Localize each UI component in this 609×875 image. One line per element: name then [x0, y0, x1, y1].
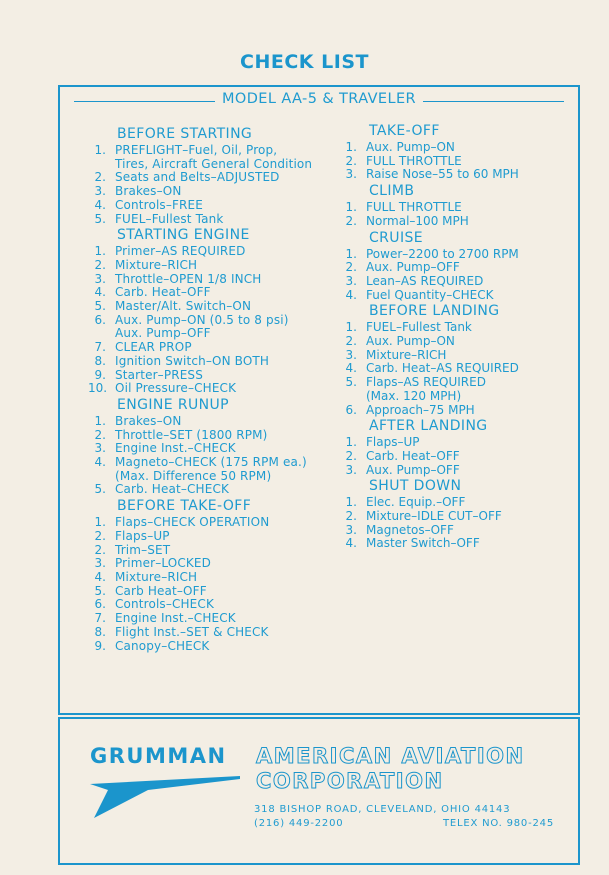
checklist-item: [88, 213, 348, 227]
item-number: 3.: [94, 441, 106, 456]
checklist-item: [88, 442, 348, 456]
item-number: 3.: [345, 522, 357, 537]
item-number: 1.: [345, 320, 357, 335]
item-text: Approach–75 MPH: [366, 402, 475, 417]
item-text: Magneto–CHECK (175 RPM ea.) (Max. Difference 50 RPM): [115, 455, 307, 483]
company-name-grumman: GRUMMAN: [90, 744, 227, 768]
item-text: Elec. Equip.–OFF: [366, 495, 466, 510]
item-number: 7.: [94, 611, 106, 626]
item-number: 1.: [345, 435, 357, 450]
checklist-item: [345, 524, 575, 538]
checklist-item: [345, 496, 575, 510]
item-number: 1.: [94, 143, 106, 157]
item-text: Lean–AS REQUIRED: [366, 273, 484, 288]
item-text: Mixture–RICH: [366, 347, 447, 362]
item-text: Trim–SET: [115, 542, 171, 557]
checklist-item: [88, 314, 348, 341]
model-title: [60, 91, 578, 107]
checklist-item: [345, 201, 575, 215]
item-text: FUEL–Fullest Tank: [366, 320, 472, 335]
item-number: 5.: [94, 482, 106, 497]
checklist-item: [88, 369, 348, 383]
checklist-item: [88, 557, 348, 571]
item-number: 2.: [345, 509, 357, 524]
item-text: Aux. Pump–ON (0.5 to 8 psi) Aux. Pump–OFF: [115, 312, 289, 341]
item-text: Brakes–ON: [115, 184, 182, 199]
checklist-item: [88, 355, 348, 369]
item-number: 8.: [94, 624, 106, 639]
item-text: Carb Heat–OFF: [115, 583, 207, 598]
item-text: Carb. Heat–OFF: [115, 285, 211, 300]
checklist-item: [345, 248, 575, 262]
item-text: Engine Inst.–CHECK: [115, 611, 236, 626]
item-text: Engine Inst.–CHECK: [115, 441, 236, 456]
checklist-item: [345, 537, 575, 551]
checklist-item: [88, 456, 348, 483]
checklist-item: [88, 185, 348, 199]
item-number: 1.: [345, 495, 357, 510]
address-line: 318 BISHOP ROAD, CLEVELAND, OHIO 44143: [254, 804, 511, 815]
company-name-corporation: CORPORATION: [256, 769, 444, 793]
checklist-item: [345, 510, 575, 524]
item-text: Primer–AS REQUIRED: [115, 244, 246, 259]
item-number: 4.: [94, 455, 106, 470]
section-title: TAKE-OFF: [369, 123, 440, 139]
item-number: 5.: [345, 375, 357, 390]
checklist-item: [88, 544, 348, 558]
item-text: Flaps–UP: [366, 435, 420, 450]
checklist-item: [88, 144, 348, 171]
item-number: 2.: [345, 334, 357, 349]
item-number: 3.: [94, 556, 106, 571]
item-number: 2.: [345, 153, 357, 168]
checklist-item: [88, 429, 348, 443]
checklist-item: [88, 483, 348, 497]
item-number: 1.: [94, 413, 106, 428]
telex-number: TELEX NO. 980-245: [442, 818, 554, 829]
checklist-item: [88, 626, 348, 640]
item-number: 2.: [345, 213, 357, 228]
section-title: BEFORE STARTING: [117, 126, 253, 142]
contact-row: [254, 817, 554, 831]
checklist-item: [88, 612, 348, 626]
wing-logo-icon: [90, 776, 240, 820]
checklist-item: [345, 141, 575, 155]
section-title: CRUISE: [369, 229, 424, 246]
item-text: CLEAR PROP: [115, 340, 192, 355]
page-title: CHECK LIST: [240, 51, 369, 73]
checklist-item: [88, 415, 348, 429]
item-number: 9.: [94, 367, 106, 382]
checklist-item: [88, 171, 348, 185]
checklist-item: [88, 598, 348, 612]
item-number: 1.: [94, 515, 106, 530]
item-number: 1.: [345, 200, 357, 215]
left-column: [88, 125, 348, 653]
item-text: Power–2200 to 2700 RPM: [366, 246, 519, 261]
item-number: 7.: [94, 340, 106, 355]
item-text: Seats and Belts–ADJUSTED: [115, 170, 280, 185]
item-text: Aux. Pump–ON: [366, 140, 455, 154]
item-text: Oil Pressure–CHECK: [115, 381, 237, 396]
item-number: 4.: [345, 536, 357, 551]
checklist-item: [88, 530, 348, 544]
section-title: SHUT DOWN: [369, 478, 462, 495]
checklist-item: [88, 516, 348, 530]
checklist-item: [345, 289, 575, 303]
section-title: CLIMB: [369, 183, 415, 200]
company-address-block: [254, 803, 554, 831]
checklist-item: [88, 273, 348, 287]
checklist-item: [345, 275, 575, 289]
item-text: Mixture–RICH: [115, 569, 198, 584]
company-box: [58, 717, 580, 865]
checklist-item: [88, 300, 348, 314]
checklist-item: [345, 215, 575, 229]
item-number: 4.: [94, 569, 106, 584]
item-text: FULL THROTTLE: [366, 200, 462, 215]
item-text: FUEL–Fullest Tank: [115, 211, 224, 226]
right-column: [345, 122, 575, 551]
item-number: 1.: [345, 246, 357, 261]
section-title: BEFORE TAKE-OFF: [117, 498, 252, 515]
item-text: Fuel Quantity–CHECK: [366, 287, 494, 302]
model-title-text: MODEL AA-5 & TRAVELER: [215, 91, 423, 107]
checklist-item: [345, 464, 575, 478]
item-number: 3.: [345, 167, 357, 182]
checklist-frame: [58, 85, 580, 715]
checklist-item: [88, 245, 348, 259]
item-number: 6.: [94, 597, 106, 612]
item-text: Aux. Pump–OFF: [366, 462, 460, 477]
checklist-item: [88, 571, 348, 585]
item-text: Throttle–SET (1800 RPM): [115, 427, 268, 442]
item-text: Raise Nose–55 to 60 MPH: [366, 167, 519, 182]
item-text: PREFLIGHT–Fuel, Oil, Prop, Tires, Aircraft General Condition: [115, 143, 313, 171]
item-number: 5.: [94, 299, 106, 314]
item-text: Carb. Heat–OFF: [366, 448, 460, 463]
item-number: 6.: [345, 402, 357, 417]
checklist-item: [88, 199, 348, 213]
checklist-item: [88, 286, 348, 300]
item-text: Master Switch–OFF: [366, 536, 480, 551]
item-number: 3.: [94, 184, 106, 199]
item-number: 4.: [345, 287, 357, 302]
item-text: Primer–LOCKED: [115, 556, 212, 571]
item-text: Flaps–CHECK OPERATION: [115, 515, 270, 530]
item-number: 2.: [94, 542, 106, 557]
item-number: 3.: [94, 271, 106, 286]
item-number: 4.: [345, 361, 357, 376]
item-number: 10.: [88, 381, 108, 396]
item-number: 5.: [94, 211, 106, 226]
item-text: Starter–PRESS: [115, 367, 203, 382]
phone-number: (216) 449-2200: [254, 818, 344, 829]
item-text: FULL THROTTLE: [366, 153, 462, 168]
item-number: 2.: [94, 427, 106, 442]
item-number: 1.: [94, 244, 106, 259]
checklist-item: [345, 155, 575, 169]
item-number: 3.: [345, 462, 357, 477]
checklist-item: [88, 259, 348, 273]
item-text: Controls–FREE: [115, 197, 203, 212]
item-text: Carb. Heat–AS REQUIRED: [366, 361, 519, 376]
item-number: 2.: [94, 528, 106, 543]
item-number: 2.: [94, 257, 106, 272]
checklist-item: [345, 376, 575, 403]
item-number: 3.: [345, 347, 357, 362]
item-text: Ignition Switch–ON BOTH: [115, 353, 270, 368]
item-text: Flaps–AS REQUIRED (Max. 120 MPH): [366, 375, 486, 403]
checklist-item: [345, 450, 575, 464]
section-title: STARTING ENGINE: [117, 227, 250, 244]
item-text: Canopy–CHECK: [115, 638, 210, 653]
item-number: 2.: [94, 170, 106, 185]
item-text: Master/Alt. Switch–ON: [115, 299, 252, 314]
item-text: Carb. Heat–CHECK: [115, 482, 230, 497]
item-number: 6.: [94, 312, 106, 327]
company-name-american-aviation: AMERICAN AVIATION: [256, 744, 525, 768]
checklist-item: [345, 168, 575, 182]
item-text: Aux. Pump–ON: [366, 334, 455, 349]
item-number: 4.: [94, 197, 106, 212]
checklist-item: [345, 362, 575, 376]
item-text: Brakes–ON: [115, 413, 182, 428]
checklist-item: [345, 335, 575, 349]
item-text: Flight Inst.–SET & CHECK: [115, 624, 269, 639]
item-text: Magnetos–OFF: [366, 522, 454, 537]
item-number: 2.: [345, 448, 357, 463]
item-number: 9.: [94, 638, 106, 653]
checklist-item: [88, 585, 348, 599]
item-number: 4.: [94, 285, 106, 300]
checklist-item: [345, 321, 575, 335]
item-number: 8.: [94, 353, 106, 368]
item-text: Mixture–IDLE CUT–OFF: [366, 509, 502, 524]
item-number: 5.: [94, 583, 106, 598]
item-number: 1.: [345, 140, 357, 154]
checklist-item: [88, 640, 348, 654]
checklist-item: [345, 436, 575, 450]
checklist-item: [345, 349, 575, 363]
item-number: 2.: [345, 260, 357, 275]
checklist-item: [345, 404, 575, 418]
checklist-item: [88, 341, 348, 355]
item-text: Controls–CHECK: [115, 597, 214, 612]
item-text: Aux. Pump–OFF: [366, 260, 460, 275]
item-text: Normal–100 MPH: [366, 213, 469, 228]
section-title: ENGINE RUNUP: [117, 396, 230, 413]
checklist-item: [88, 382, 348, 396]
checklist-item: [345, 261, 575, 275]
item-number: 3.: [345, 273, 357, 288]
item-text: Throttle–OPEN 1/8 INCH: [115, 271, 262, 286]
section-title: BEFORE LANDING: [369, 303, 500, 320]
section-title: AFTER LANDING: [369, 418, 488, 435]
item-text: Mixture–RICH: [115, 257, 198, 272]
item-text: Flaps–UP: [115, 528, 170, 543]
